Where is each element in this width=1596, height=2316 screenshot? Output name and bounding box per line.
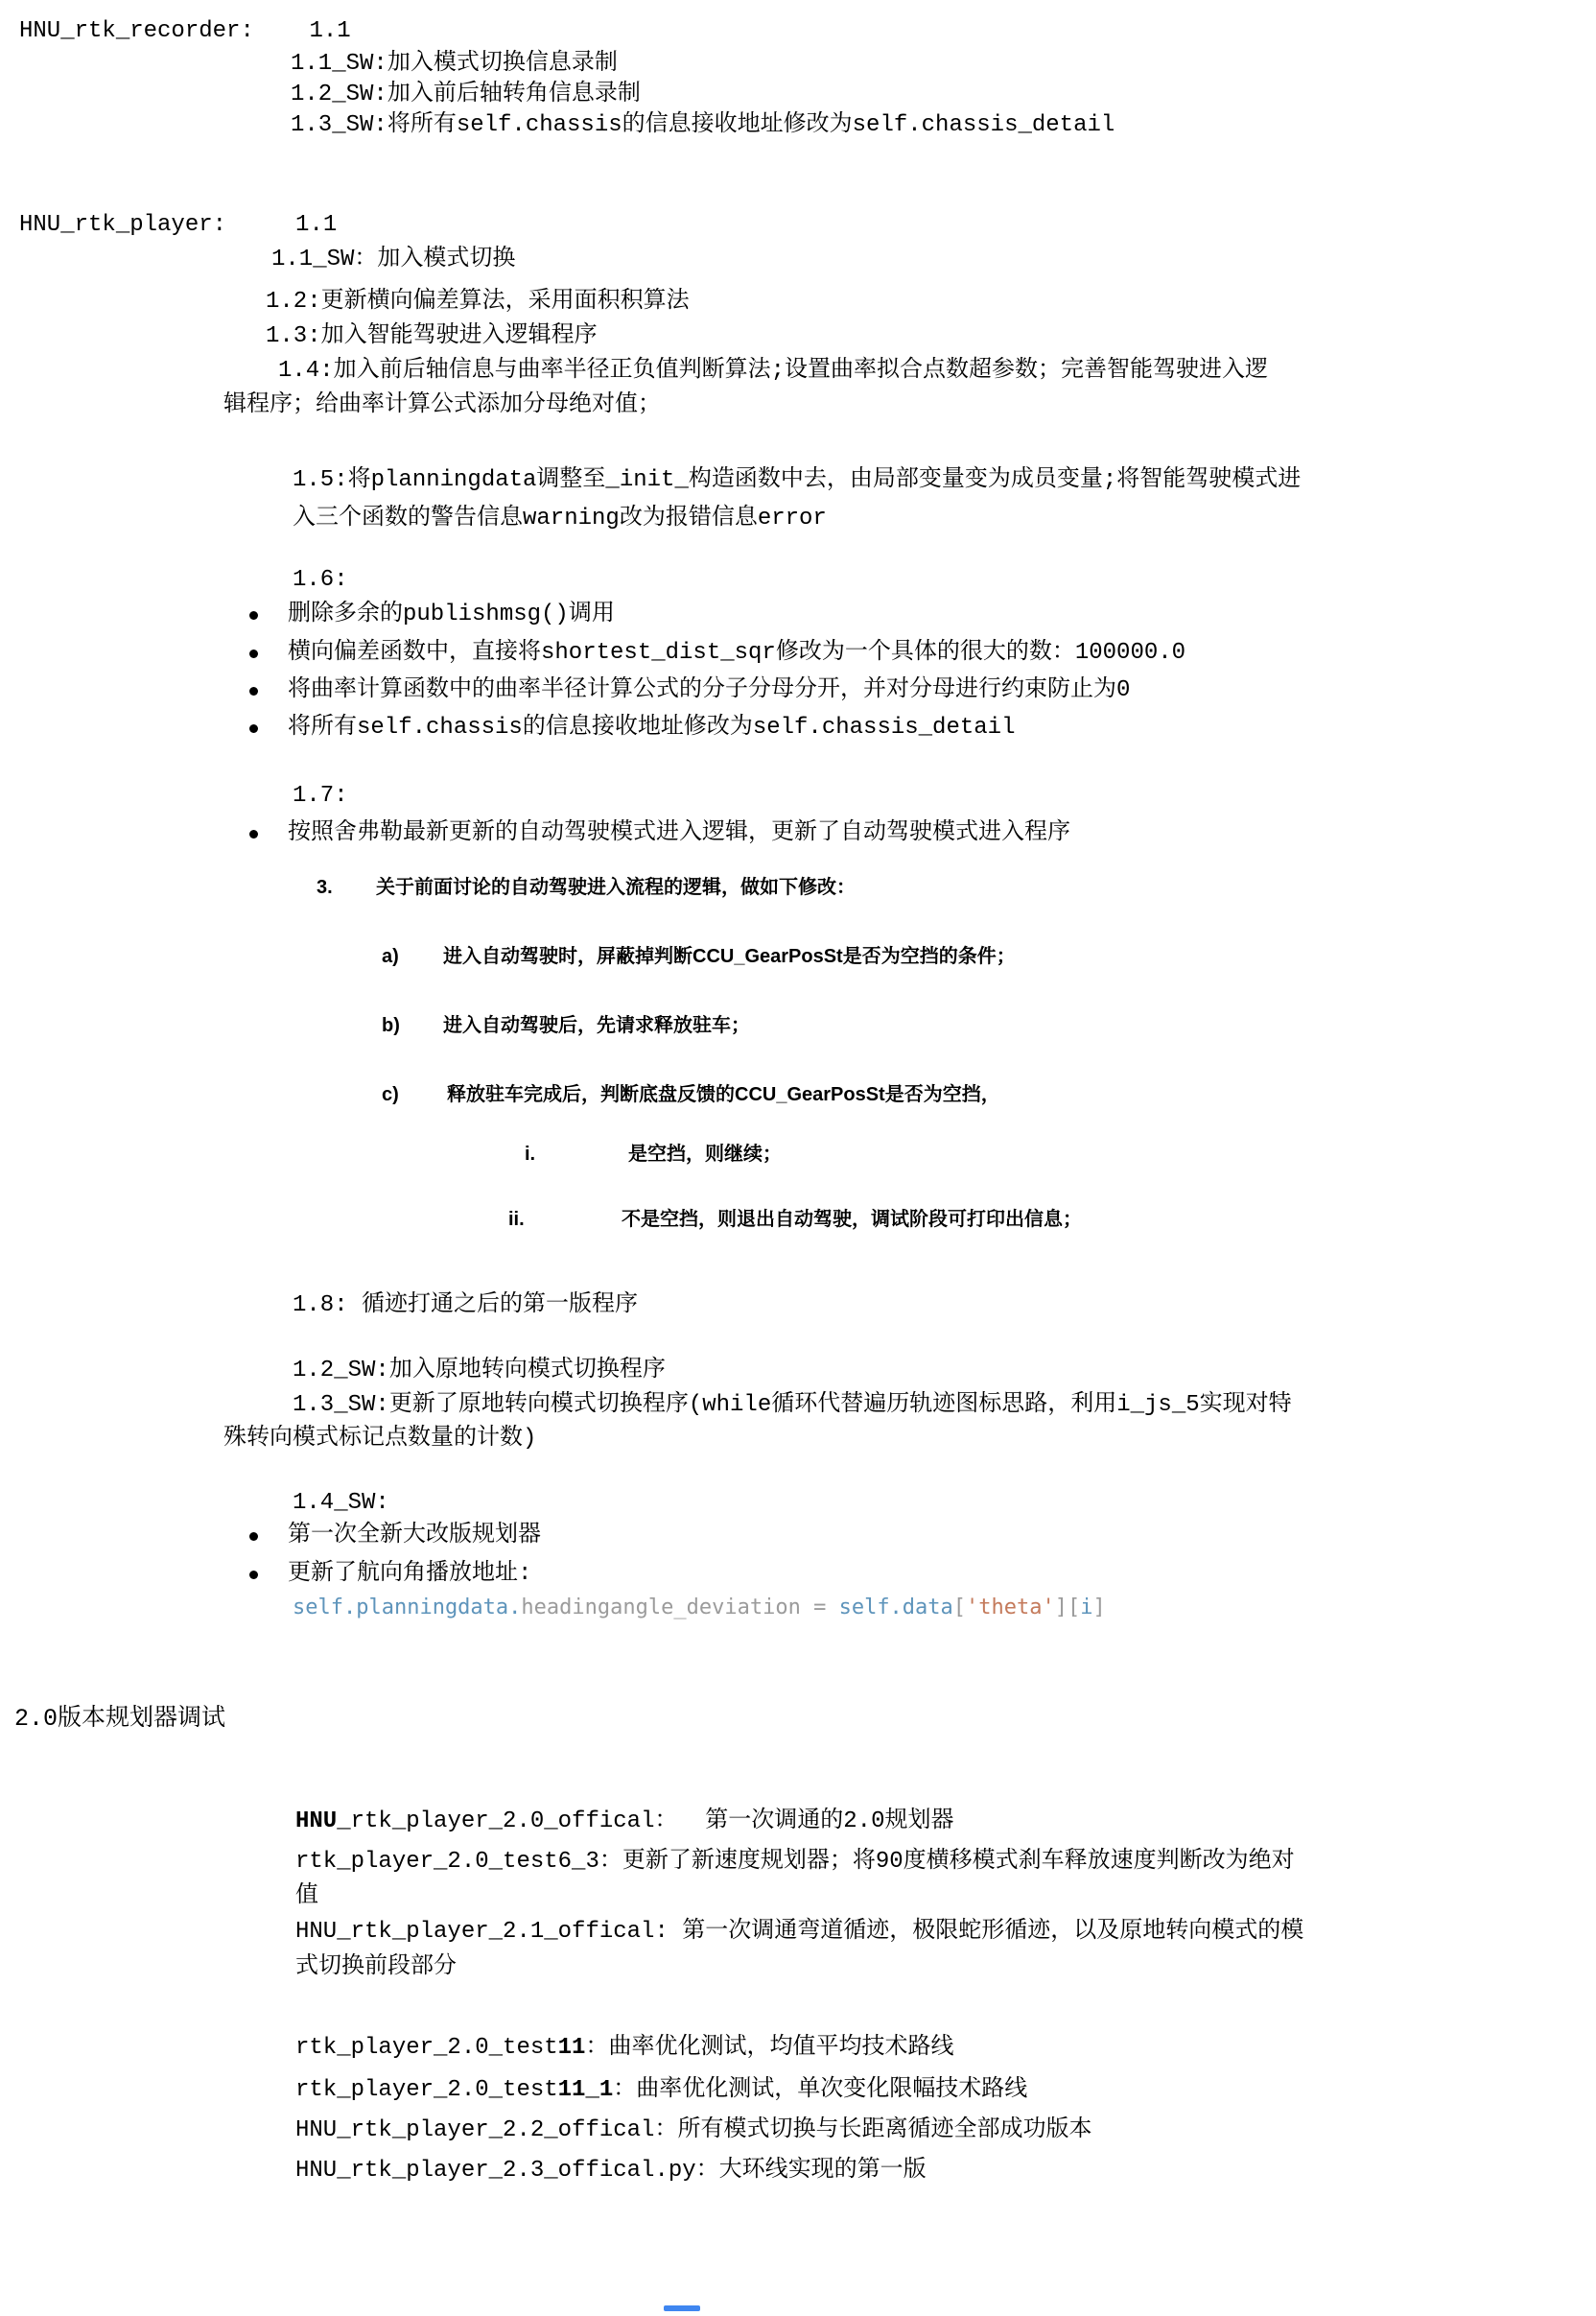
text-span: 1.3_SW:更新了原地转向模式切换程序(while循环代替遍历轨迹图标思路，利用i_js_5实现对特 xyxy=(293,1392,1292,1418)
text-span: 更新了航向角播放地址: xyxy=(288,1561,532,1587)
text-line xyxy=(288,714,1015,743)
text-span: 释放驻车完成后，判断底盘反馈的CCU_GearPosSt是否为空挡， xyxy=(447,1084,1000,1105)
version-entry xyxy=(295,1848,1295,1877)
text-span: 是空挡，则继续； xyxy=(628,1144,782,1165)
text-span: rtk_player_2.0_test xyxy=(295,2035,558,2061)
text-line xyxy=(293,1391,1292,1420)
text-span: 将曲率计算函数中的曲率半径计算公式的分子分母分开，并对分母进行约束防止为0 xyxy=(288,677,1131,703)
text-span: HNU_rtk_player_2.1_offical: 第一次调通弯道循迹，极限蛇形循迹，以及原地转向模式的模 xyxy=(295,1919,1304,1945)
text-span: 不是空挡，则退出自动驾驶，调试阶段可打印出信息； xyxy=(622,1209,1082,1230)
text-span: 关于前面讨论的自动驾驶进入流程的逻辑，做如下修改： xyxy=(376,877,856,898)
text-span: 1.1_SW：加入模式切换 xyxy=(271,247,516,272)
bullet-icon xyxy=(249,724,258,733)
text-span: 1.3_SW:将所有self.chassis的信息接收地址修改为self.chassis_detail xyxy=(291,112,1115,138)
text-span: 辑程序；给曲率计算公式添加分母绝对值； xyxy=(223,392,661,418)
text-span: ：曲率优化测试，均值平均技术路线 xyxy=(585,2035,954,2061)
text-line xyxy=(382,1013,750,1038)
text-span: 入三个函数的警告信息warning改为报错信息error xyxy=(293,506,827,532)
text-span: 2.0版本规划器调试 xyxy=(14,1705,226,1733)
text-span: 式切换前段部分 xyxy=(295,1954,457,1980)
text-line xyxy=(295,1953,457,1982)
text-span: 1.2_SW:加入原地转向模式切换程序 xyxy=(293,1358,666,1383)
version-entry xyxy=(295,2076,1027,2105)
text-span: HNU_rtk_player_2.3_offical.py：大环线实现的第一版 xyxy=(295,2158,927,2184)
text-span: rtk_player_2.0_test6_3：更新了新速度规划器；将90度横移模式刹车释放速度判断改为绝对 xyxy=(295,1849,1295,1875)
text-line xyxy=(288,601,615,629)
text-line xyxy=(288,1560,531,1589)
text-line xyxy=(266,288,690,317)
code-token: self.planningdata. xyxy=(293,1595,522,1619)
code-token: 'theta' xyxy=(966,1595,1055,1619)
text-span: 横向偏差函数中，直接将shortest_dist_sqr修改为一个具体的很大的数：100000.0 xyxy=(288,640,1186,666)
text-line xyxy=(291,50,618,79)
version-entry xyxy=(295,1808,953,1836)
text-line xyxy=(382,1082,1000,1107)
text-line xyxy=(278,357,1268,386)
text-span: HNU_rtk_player: 1.1 xyxy=(19,212,338,238)
text-line xyxy=(266,322,598,351)
text-line xyxy=(271,246,515,274)
list-marker: 3. xyxy=(317,877,333,898)
text-span: 将所有self.chassis的信息接收地址修改为self.chassis_detail xyxy=(288,715,1016,741)
bullet-icon xyxy=(249,687,258,696)
text-span: HNU_rtk_recorder: 1.1 xyxy=(19,18,351,44)
text-span: HNU_rtk_player_2.2_offical：所有模式切换与长距离循迹全部成功版本 xyxy=(295,2117,1092,2143)
version-entry xyxy=(295,2034,953,2063)
text-span: 1.4_SW: xyxy=(293,1490,389,1516)
text-line xyxy=(291,111,1115,140)
text-span: 1.6: xyxy=(293,567,348,593)
text-line xyxy=(382,944,1016,969)
text-line xyxy=(288,1522,541,1550)
text-span: 值 xyxy=(295,1883,318,1909)
text-span: 1.8: 循迹打通之后的第一版程序 xyxy=(293,1292,639,1318)
text-line xyxy=(525,1142,782,1167)
bullet-icon xyxy=(249,1571,258,1579)
list-marker: a) xyxy=(382,946,399,967)
text-line xyxy=(288,639,1185,668)
text-span: ：曲率优化测试，单次变化限幅技术路线 xyxy=(613,2077,1028,2103)
text-line xyxy=(293,1291,638,1320)
recorder-header xyxy=(19,17,351,46)
text-line xyxy=(317,875,856,900)
text-span: 1.1_SW:加入模式切换信息录制 xyxy=(291,51,618,77)
version-entry xyxy=(295,2157,927,2186)
version-entry xyxy=(295,1918,1303,1947)
code-token: [ xyxy=(952,1595,967,1619)
text-span: 1.2:更新横向偏差算法，采用面积积算法 xyxy=(266,289,690,315)
text-line xyxy=(223,391,661,420)
text-span: 11 xyxy=(557,2035,586,2061)
text-span: 1.2_SW:加入前后轴转角信息录制 xyxy=(291,82,641,107)
code-token: ] xyxy=(1092,1595,1106,1619)
code-token: i xyxy=(1080,1595,1093,1619)
bullet-icon xyxy=(249,830,258,839)
text-span: HNU xyxy=(295,1808,338,1834)
text-span: 进入自动驾驶后，先请求释放驻车； xyxy=(443,1015,750,1036)
text-span: 1.7: xyxy=(293,783,348,809)
list-marker: b) xyxy=(382,1015,400,1036)
text-line xyxy=(293,505,827,533)
text-span: 1.4:加入前后轴信息与曲率半径正负值判断算法;设置曲率拟合点数超参数；完善智能驾驶进入逻 xyxy=(278,358,1269,384)
text-span: 殊转向模式标记点数量的计数) xyxy=(223,1426,537,1452)
text-span: 11_1 xyxy=(557,2077,614,2103)
text-line xyxy=(291,81,641,109)
code-token: self.data xyxy=(838,1595,953,1619)
text-line xyxy=(293,466,1301,495)
bullet-icon xyxy=(249,650,258,658)
text-line xyxy=(295,1882,318,1911)
code-token: headingangle_deviation xyxy=(521,1595,801,1619)
player-header xyxy=(19,211,337,240)
text-span: rtk_player_2.0_test xyxy=(295,2077,558,2103)
text-span: 1.3:加入智能驾驶进入逻辑程序 xyxy=(266,323,598,349)
code-token: ][ xyxy=(1054,1595,1081,1619)
text-span: 按照舍弗勒最新更新的自动驾驶模式进入逻辑，更新了自动驾驶模式进入程序 xyxy=(288,820,1070,846)
text-span: 进入自动驾驶时，屏蔽掉判断CCU_GearPosSt是否为空挡的条件； xyxy=(443,946,1016,967)
text-span: 删除多余的publishmsg()调用 xyxy=(288,602,615,627)
text-line xyxy=(293,1357,666,1385)
text-span: _rtk_player_2.0_offical： 第一次调通的2.0规划器 xyxy=(337,1808,954,1834)
text-span: 1.5:将planningdata调整至_init_构造函数中去，由局部变量变为成员变量;将智能驾驶模式进 xyxy=(293,467,1302,493)
list-marker: ii. xyxy=(508,1209,525,1230)
version-entry xyxy=(295,2116,1091,2145)
text-line xyxy=(293,566,348,595)
text-line xyxy=(288,819,1070,848)
text-line xyxy=(288,676,1130,705)
text-line xyxy=(293,782,348,811)
list-marker: i. xyxy=(525,1144,536,1165)
code-token: = xyxy=(800,1595,839,1619)
blue-cursor-mark xyxy=(664,2305,700,2311)
text-span: 第一次全新大改版规划器 xyxy=(288,1523,541,1548)
section-heading xyxy=(14,1704,225,1734)
text-line xyxy=(508,1207,1082,1232)
text-line xyxy=(223,1425,536,1453)
bullet-icon xyxy=(249,1532,258,1541)
text-line xyxy=(293,1489,389,1518)
code-line xyxy=(293,1595,1106,1621)
list-marker: c) xyxy=(382,1084,399,1105)
bullet-icon xyxy=(249,611,258,620)
